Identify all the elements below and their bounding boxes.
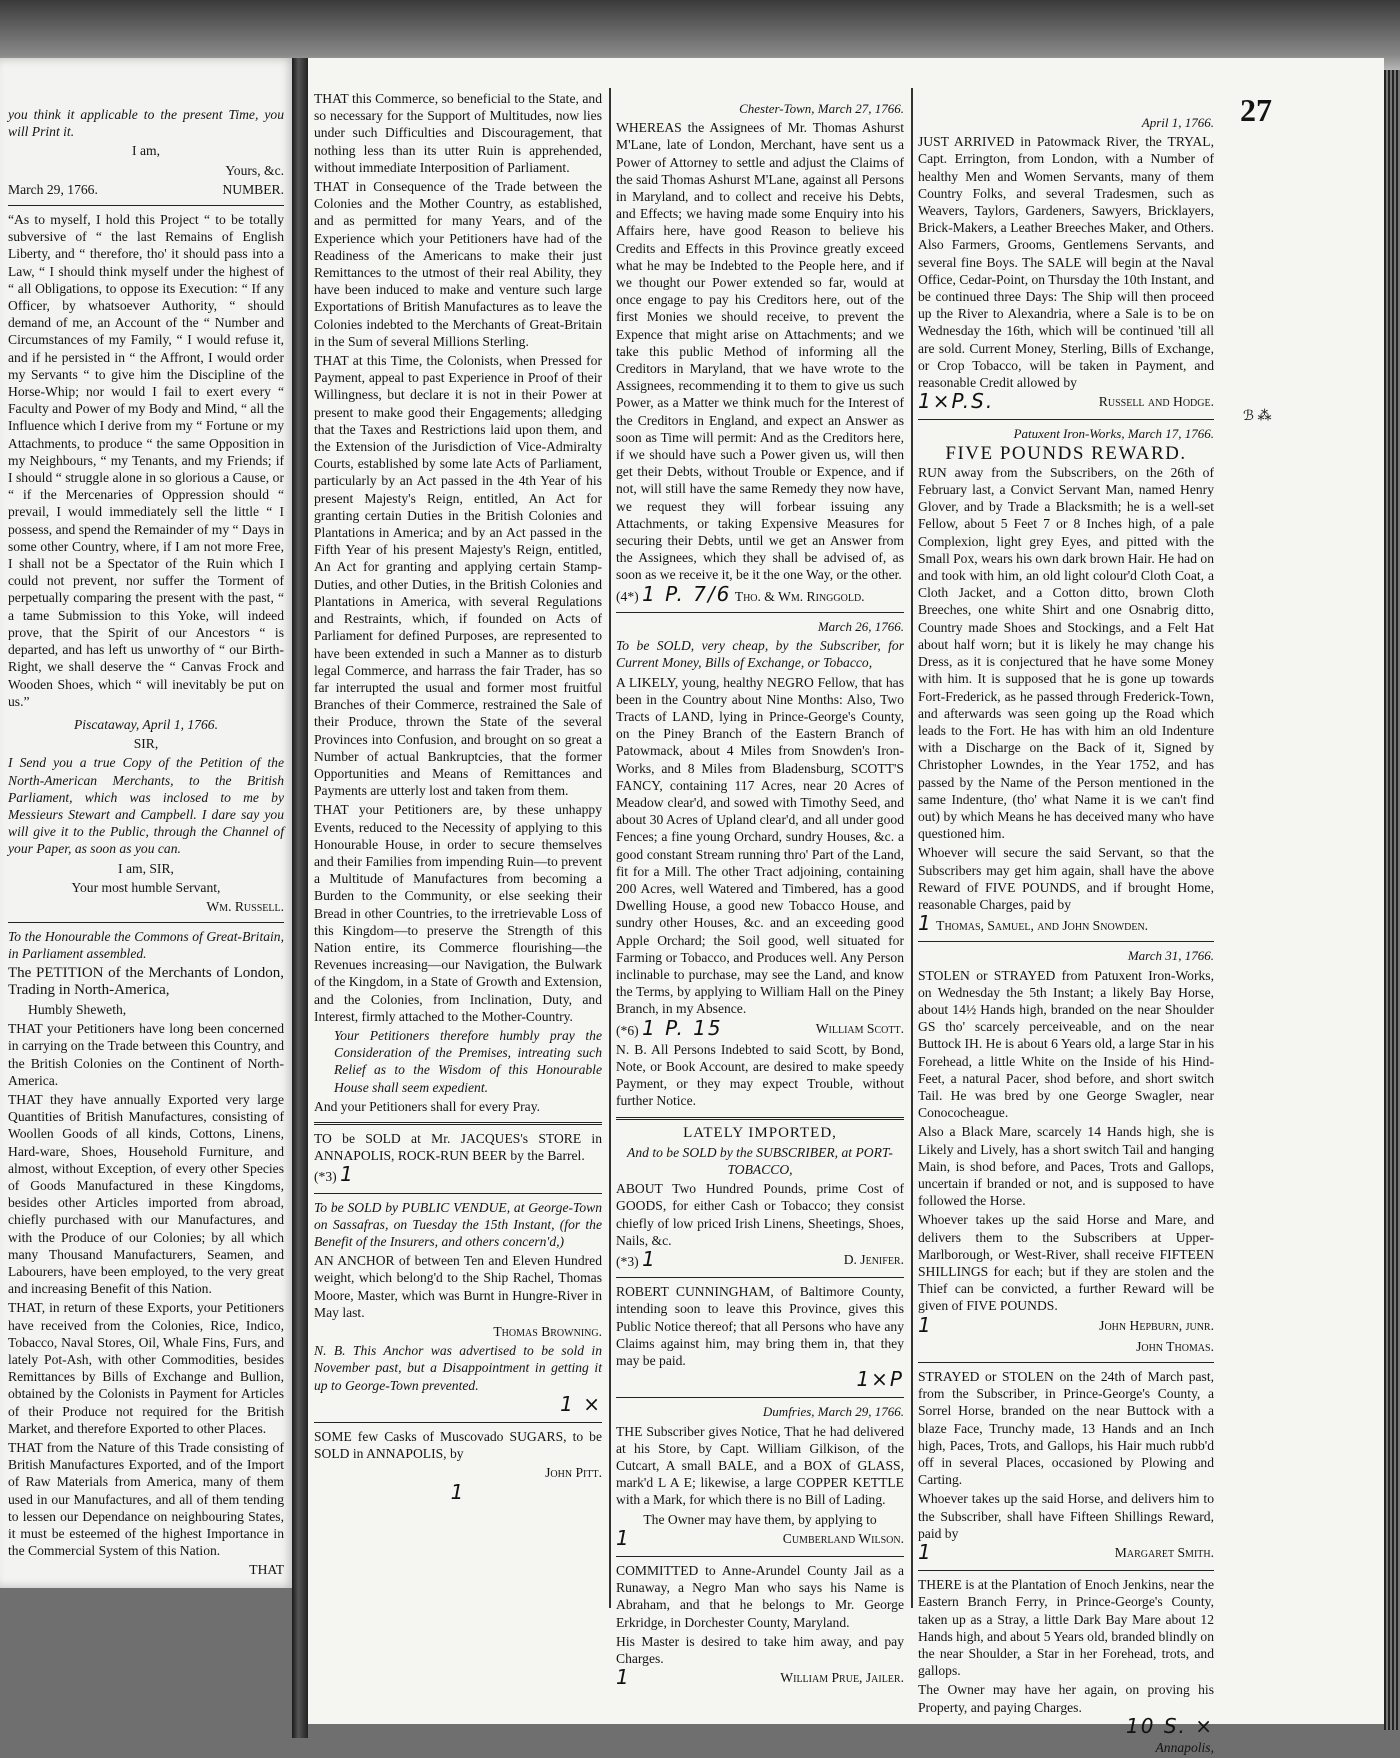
col1-address: To the Honourable the Commons of Great-Britain, in Parliament assembled. <box>8 929 284 962</box>
col4-ad2-signature-row <box>918 911 1214 936</box>
col4-ad5-mark-row <box>918 1713 1214 1738</box>
handwritten-mark: 1 × <box>560 1391 602 1416</box>
col2-ad3-mark-row <box>314 1479 602 1504</box>
col4-ad2-2: Whoever will secure the said Servant, so that the Subscribers may get him again, shall have the above Reward of FIVE POUNDS, and if brought Home, reasonable Charges, paid by <box>918 845 1214 912</box>
handwritten-mark: 1 <box>450 1479 466 1504</box>
col1-letter: I Send you a true Copy of the Petition of the North-American Merchants, to the British Parliament, which was inclosed to me by Messieurs Stewart and Campbell. I dare say you will give it to the Public, through the Channel of your Paper, as soon as you can. <box>8 755 284 857</box>
col1-p1: THAT your Petitioners have long been concerned in carrying on the Trade between this Country, and the British Colonies on the Continent of North-America. <box>8 1021 284 1088</box>
column-rule <box>609 88 611 1608</box>
col1-place-date: Piscataway, April 1, 1766. <box>74 716 218 732</box>
handwritten-mark: 1 P. 7/6 <box>642 581 732 606</box>
rule <box>616 1556 904 1557</box>
col3-ad1-signature: Tho. & Wm. Ringgold. <box>734 588 865 604</box>
col3-ad1-mark: (4*) <box>616 588 639 604</box>
col1-closing2: Yours, &c. <box>225 162 284 178</box>
book-gutter <box>292 58 308 1738</box>
rule <box>918 941 1214 942</box>
rule <box>8 205 284 206</box>
rule <box>314 1422 602 1423</box>
col2-p1: THAT this Commerce, so beneficial to the State, and so necessary for the Support of Multitudes, now lies under such Difficulties and Discouragement, that nothing less than its utter Ruin is apprehended, without immediate Interposition of Parliament. <box>314 91 602 175</box>
rule <box>616 1277 904 1278</box>
col3-ad6-signature-row <box>616 1665 904 1690</box>
col1-letter-close1: I am, SIR, <box>118 860 174 876</box>
rule <box>314 1193 602 1194</box>
col2-ad3: SOME few Casks of Muscovado SUGARS, to be SOLD in ANNAPOLIS, by <box>314 1429 602 1462</box>
rule <box>918 1570 1214 1571</box>
col4-ad1-signature: Russell and Hodge. <box>1098 394 1214 410</box>
rule <box>616 1117 904 1120</box>
col1-date: March 29, 1766. <box>8 181 98 197</box>
col3-ad3-signature: D. Jenifer. <box>843 1252 904 1267</box>
rule <box>616 1397 904 1398</box>
col4-ad2-signature: Thomas, Samuel, and John Snowden. <box>936 918 1149 934</box>
handwritten-mark: 1 P. 15 <box>642 1015 723 1040</box>
col3-date3: Dumfries, March 29, 1766. <box>762 1404 904 1420</box>
col3-ad2-signature-row <box>616 1015 904 1040</box>
col4-ad1: JUST ARRIVED in Patowmack River, the TRYAL, Capt. Errington, from London, with a Number of healthy Men and Women Servants, many of them Country Folks, and several Tradesmen, such as Weavers, Taylors, Gardeners, Sawyers, Bricklayers, Brick-Makers, a Leather Breeches Maker, and Others. Also Farmers, Grooms, Gentlemens Servants, and several fine Boys. The SALE will begin at the Naval Office, Cedar-Point, on Thursday the 10th Instant, and be continued three Days: The Ship will then proceed up the River to Alexandria, where a Sale is to be on Wednesday the 16th, which will be continued 'till all are sold. Current Money, Sterling, Bills of Exchange, or Crop Tobacco, will be taken in Payment, and reasonable Credit allowed by <box>918 134 1214 391</box>
handwritten-mark: 1 <box>616 1665 631 1690</box>
ink-mark: ℬ ⁂ <box>1243 409 1272 424</box>
col2-ad2-nb: N. B. This Anchor was advertised to be sold in November past, but a Disappointment in getting it up to George-Town prevented. <box>314 1343 602 1393</box>
col2-ad1: TO be SOLD at Mr. JACQUES's STORE in ANNAPOLIS, ROCK-RUN BEER by the Barrel. <box>314 1130 602 1164</box>
col4-ad3-2: Also a Black Mare, scarcely 14 Hands high, she is Likely and Lively, has a short switch Tail and hanging Main, is shod before, and Paces, Trots and Gallops, uncertain if branded or not, and is supposed to have followed the Horse. <box>918 1124 1214 1209</box>
col3-ad5-2: The Owner may have them, by applying to <box>643 1511 877 1527</box>
col3-ad1-signature-row <box>616 581 904 606</box>
col2-ad2-head: To be SOLD by PUBLIC VENDUE, at George-Town on Sassafras, on Tuesday the 15th Instant, (for the Benefit of the Insurers, and others concern'd,) <box>314 1199 602 1249</box>
col3-ad2-head: To be SOLD, very cheap, by the Subscriber, for Current Money, Bills of Exchange, or Tobacco, <box>616 638 904 671</box>
col3-ad6-2: His Master is desired to take him away, and pay Charges. <box>616 1633 904 1667</box>
col3-ad3-sub: And to be SOLD by the SUBSCRIBER, at PORT-TOBACCO, <box>627 1144 893 1177</box>
handwritten-mark: 1×P <box>856 1367 904 1392</box>
col1-dateline <box>8 181 284 198</box>
col1-letter-close2: Your most humble Servant, <box>71 879 221 895</box>
col3-ad1: WHEREAS the Assignees of Mr. Thomas Ashurst M'Lane, late of London, Merchant, have sent us a Power of Attorney to settle and adjust the Claims of the said Thomas Ashurst M'Lane, against all Persons in Maryland, and to collect and receive his Debts, and Effects; we having made some Enquiry into his Affairs here, have good Reason to believe his Credits and Effects in this Province greatly exceed what he may be Indebted to the People here, and if we thought our Power extended so far, would at once engage to pay his Creditors here, out of the first Monies we should receive, to prevent the Expence that might arise on Attachments; and we take this public Method of informing all the Creditors in Maryland, that we have wrote to the Assignees, recommending it to them to give us such Power, as a Matter we think much for the Interest of the Creditors in England, and expect an Answer as soon as Time will permit: And as the Creditors here, if we should have such a Power given us, will then get their Debts, without Trouble or Expence, and if not, will still have the same Remedy they now have, we request they will forbear issuing any Attachments, or taking Expensive Measures for securing their Debts, until we get an Answer from the Assignees, which they shall be advised of, as soon as we receive it, be it the one Way, or the other. <box>616 120 904 583</box>
col4-ad4: STRAYED or STOLEN on the 24th of March past, from the Subscriber, in Prince-George's County, a Sorrel Horse, branded on the near Buttock with a blaze Face, Trunchy made, 13 Hands and an Inch high, Paces, Trots, and Gallops, his Hair much rubb'd off in several Places, occasioned by Plowing and Carting. <box>918 1369 1214 1488</box>
page-edge <box>1384 70 1400 1730</box>
col3-ad2: A LIKELY, young, healthy NEGRO Fellow, that has been in the Country about Nine Months: Also, Two Tracts of LAND, lying in Prince-George's County, on the Piney Branch of the Eastern Branch of Patowmack, about 4 Miles from Snowden's Iron-Works, and 8 Miles from Bladensburg, SCOTT'S FANCY, containing 117 Acres, near 20 Acres of Meadow clear'd, and sowed with Timothy Seed, and about 30 Acres of Upland clear'd, and all under good Fences; a fine young Orchard, sundry Houses, &c. a good constant Stream running thro' Part of the Land, fit for a Mill. The other Tract adjoining, containing 200 Acres, well Watered and Timbered, has a good Dwelling House, a good new Tobacco House, and sundry other Houses, &c. and an exceeding good Apple Orchard; the Soil good, well situated for Farming or Tobacco, and Produces well. Any Person inclinable to purchase, may see the Land, and know the Terms, by applying to William Hall on the Piney Branch, in my Absence. <box>616 674 904 1017</box>
col2-p2: THAT in Consequence of the Trade between the Colonies and the Mother Country, as established, and as permitted for many Years, and of the Experience which your Petitioners have had of the Readiness of the Americans to make their just Remittances to the utmost of their real Ability, they have been induced to make and venture such large Exportations of British Manufactures as to leave the Colonies indebted to the Merchants of Great-Britain in the Sum of several Millions Sterling. <box>314 179 602 349</box>
col4-ad3-3: Whoever takes up the said Horse and Mare, and delivers them to the Subscribers at Upper-Marlborough, or West-River, shall receive FIFTEEN SHILLINGS for each; but if they are stolen and the Thief can be convicted, a further Reward will be given of FIVE POUNDS. <box>918 1212 1214 1314</box>
col3-ad6: COMMITTED to Anne-Arundel County Jail as a Runaway, a Negro Man who says his Name is Abraham, and that he belongs to Mr. George Erkridge, in Dorchester County, Maryland. <box>616 1563 904 1630</box>
column-rule <box>911 88 913 1608</box>
column-4 <box>918 114 1214 1758</box>
col4-catchword: Annapolis, <box>1155 1740 1214 1756</box>
col4-date2: Patuxent Iron-Works, March 17, 1766. <box>1013 426 1214 442</box>
handwritten-mark: 1 <box>340 1162 355 1187</box>
col2-ad2-body: AN ANCHOR of between Ten and Eleven Hundred weight, which belong'd to the Ship Rachel, Thomas Moore, Master, which was Burnt in Hungre-River in May last. <box>314 1253 602 1320</box>
col2-ad3-signature: John Pitt. <box>545 1465 602 1481</box>
col4-ad4-signature-row <box>918 1540 1214 1565</box>
col4-ad4-2: Whoever takes up the said Horse, and delivers him to the Subscriber, shall have Fifteen Shillings Reward, paid by <box>918 1491 1214 1541</box>
col1-intro: you think it applicable to the present Time, you will Print it. <box>8 107 284 140</box>
col4-ad5: THERE is at the Plantation of Enoch Jenkins, near the Eastern Branch Ferry, in Prince-George's County, taken up as a Stray, a little Dark Bay Mare about 12 Hands high, and about 5 Years old, branded blindly on the near Shoulder, a Star in her Forehead, trots, and gallops. <box>918 1577 1215 1679</box>
col1-p3: THAT, in return of these Exports, your Petitioners have received from the Colonies, Rice, Indico, Tobacco, Naval Stores, Oil, Whale Fins, Furs, and lately Pot-Ash, with other Commodities, besides Remittances by Bills of Exchange and Bullion, obtained by the Colonists in Payment for Articles of their Produce not required for the British Market, and therefore Exported to other Places. <box>8 1300 284 1436</box>
col3-ad3-signature-row <box>616 1247 904 1271</box>
col1-salutation: SIR, <box>133 736 159 752</box>
rule <box>918 1362 1214 1363</box>
col2-ad1-mark-row <box>314 1162 602 1187</box>
col3-ad5-signature: Cumberland Wilson. <box>782 1530 904 1546</box>
col3-ad2-mark: (*6) <box>616 1022 639 1038</box>
col4-ad5-2: The Owner may have her again, on proving his Property, and paying Charges. <box>918 1682 1214 1715</box>
col2-p4: THAT your Petitioners are, by these unhappy Events, reduced to the Necessity of applying to this Honourable House, in order to secure themselves and their Families from impending Ruin—to prevent a Multitude of Manufactures from becoming a Burden to the Community, or else seeking their Bread in other Countries, to the irretrievable Loss of this Kingdom—to preserve the Strength of this Nation entire, its Commerce flourishing—the Revenues increasing—our Navigation, the Bulwark of the Kingdom, in a State of Growth and Extension, and the Colonies, from Inclination, Duty, and Interest, firmly attached to the Mother-Country. <box>314 802 602 1024</box>
col1-p4: THAT from the Nature of this Trade consisting of British Manufactures Exported, and of the Import of Raw Materials from America, many of them used in our Manufactures, and all of them tending to lessen our Dependance on neighbouring States, it must be esteemed of the highest Importance in the Commercial System of this Nation. <box>8 1440 284 1559</box>
column-3 <box>616 100 904 1690</box>
handwritten-mark: 1 <box>642 1247 657 1271</box>
col3-ad5: THE Subscriber gives Notice, That he had delivered at his Store, by Capt. William Gilkison, of the Cutcart, A small BALE, and a BOX of GLASS, mark'd L A E; likewise, a large COPPER KETTLE with a Mark, for which there is no Bill of Lading. <box>616 1423 904 1508</box>
col3-ad6-signature: William Prue, Jailer. <box>780 1670 904 1686</box>
rule <box>8 922 284 923</box>
col4-reward-head: FIVE POUNDS REWARD. <box>945 442 1187 464</box>
col3-ad5-signature-row <box>616 1525 904 1550</box>
handwritten-mark: 1×P.S. <box>918 389 995 414</box>
column-2 <box>314 90 602 1505</box>
col3-date2: March 26, 1766. <box>817 618 904 634</box>
handwritten-mark: 1 <box>918 911 933 936</box>
col2-p5: Your Petitioners therefore humbly pray the Consideration of the Premises, intreating such Relief as to the Wisdom of this Honourable House shall seem expedient. <box>334 1027 602 1095</box>
col4-ad2: RUN away from the Subscribers, on the 26th of February last, a Convict Servant Man, named Henry Glover, and by Trade a Blacksmith; he is a well-set Fellow, about 5 Feet 7 or 8 Inches high, of a pale Complexion, light grey Eyes, and pitted with the Small Pox, wears his own dark brown Hair. He had on and took with him, an old light colour'd Cloth Coat, a Cloth Jacket, and a Cotton ditto, brown Cloth Breeches, one white Shirt and one Osnabrig ditto, Country made Shoes and Stockings, and a Felt Hat about half worn; but it is likely he may change his Dress, as it is conjectured that he have some Money with him. It is supposed that he is gone up towards Fort-Frederick, as he passed through Frederick-Town, and afterwards was seen going up the Road which leads to the Fort. He has with him an old Indenture with a Discharge on the Back of it, Signed by Christopher Lowndes, in the Year 1752, and has passed by the Name of the Person mentioned in the same Indenture, (tho' what Name it is we can't find out) by which Means he has deceived many who have questioned him. <box>918 464 1214 842</box>
col1-catchword: THAT <box>249 1562 284 1578</box>
col2-ad2-mark-row <box>314 1391 602 1416</box>
col4-ad1-signature-row <box>918 389 1214 414</box>
col3-ad3: ABOUT Two Hundred Pounds, prime Cost of GOODS, for either Cash or Tobacco; they consist chiefly of low priced Irish Linens, Sheetings, Shoes, Nails, &c. <box>616 1181 904 1248</box>
col4-date1: April 1, 1766. <box>1141 115 1214 130</box>
col1-body: “As to myself, I hold this Project “ to be totally subversive of “ the last Remains of English Liberty, and “ therefore, tho' it should pass into a Law, “ I should think myself under the highest of “ all Obligations, to oppose its Execution: “ If any Officer, by whatsoever Authority, “ should demand of me, an Account of the “ Number and Circumstances of my Family, “ I would refuse it, and if he persisted in “ the Affront, I would order my Servants “ to give him the Discipline of the Horse-Whip; nor would I fail to exert every “ Faculty and Power of my Body and Mind, “ all the Influence which I derive from my “ Fortune or my Attachments, to produce “ the same Opposition in my Neighbours, “ my Tenants, and my Friends; if I should “ struggle alone in so glorious a Cause, or “ if the Mercenaries of Oppression should “ prevail, I would immediately sell the little “ I possess, and spend the Remainder of my “ Days in some other Country, where, if I am not more Free, I shall not be a Spectator of the Ruin which I could not prevent, nor suffer the Torment of perpetually comparing the present with the past, “ a tame Submission to this Yoke, will indeed prove, that the Spirit of our Ancestors “ is departed, and has left us unworthy of “ our Birth-Right, we shall deserve the “ Canvas Frock and Wooden Shoes, which “ will inevitably be put on us.” <box>8 212 284 709</box>
col3-ad2-nb: N. B. All Persons Indebted to said Scott, by Bond, Note, or Book Account, are desired to make speedy Payment, or they may expect Trouble, without further Notice. <box>616 1041 904 1109</box>
col2-p6: And your Petitioners shall for every Pray. <box>314 1098 541 1114</box>
handwritten-mark: 1 <box>918 1312 933 1337</box>
col4-date3: March 31, 1766. <box>1127 948 1214 964</box>
col1-closing: I am, <box>132 143 160 159</box>
col1-author: NUMBER. <box>222 181 284 197</box>
rule <box>616 612 904 613</box>
col2-p3: THAT at this Time, the Colonists, when Pressed for Payment, appeal to past Experience in Proof of their Willingness, but declare it is not in their Power at present to make good their Engagements; alledging that the Taxes and Restrictions laid upon them, and the Extension of the Jurisdiction of Vice-Admiralty Courts, established by some late Acts of Parliament, particularly by an Act passed in the 4th Year of his present Majesty's Reign, entitled, An Act for granting certain Duties in the British Colonies and Plantations in America; and by an Act passed in the Fifth Year of his present Majesty's Reign, entitled, An Act for granting and applying certain Stamp-Duties, and other Duties, in the British Colonies and Plantations in America, with several Regulations and Restraints, which, if founded on Acts of Parliament for defined Purposes, are represented to have been extended in such a Manner as to disturb legal Commerce, and harrass the fair Trader, has so far interrupted the usual and former most fruitful Branches of their Commerce, restrained the Sale of their Produce, thrown the State of the several Provinces into Confusion, and brought on so great a Number of actual Bankruptcies, that the former Opportunities and Means of Remittances and Payments are utterly lost and taken from them. <box>314 353 602 799</box>
col2-ad1-mark: (*3) <box>314 1169 337 1185</box>
handwritten-mark: 10 S. × <box>1126 1713 1214 1738</box>
col4-ad3: STOLEN or STRAYED from Patuxent Iron-Works, on Wednesday the 5th Instant; a likely Bay Horse, about 14½ Hands high, branded on the near Shoulder GS tho' scarcely perceiveable, and on the near Buttock IH. He is about 6 Years old, a large Star in his Forehead, a little White on the Inside of his Hind-Feet, a natural Pacer, shod before, and short switch Tail. He was bred by one George Swagler, near Conococheague. <box>918 967 1214 1121</box>
col3-ad4-mark-row <box>616 1367 904 1392</box>
col4-ad4-signature: Margaret Smith. <box>1114 1545 1214 1561</box>
rule <box>314 1122 602 1125</box>
col3-date1: Chester-Town, March 27, 1766. <box>739 101 904 116</box>
page-number: 27 <box>1240 92 1272 128</box>
col4-ad3-signature-row <box>918 1312 1214 1337</box>
column-1 <box>8 106 284 1581</box>
col4-ad3-signature1: John Hepburn, junr. <box>1099 1317 1214 1333</box>
handwritten-mark: 1 <box>918 1540 933 1565</box>
handwritten-mark: 1 <box>616 1525 631 1550</box>
col4-ad3-signature2: John Thomas. <box>1136 1338 1214 1354</box>
col1-letter-signature: Wm. Russell. <box>206 898 284 914</box>
col3-ad3-mark: (*3) <box>616 1254 639 1269</box>
col3-ad2-signature: William Scott. <box>815 1020 904 1036</box>
col1-p2: THAT they have annually Exported very large Quantities of British Manufactures, consisting of Woollen Goods of all kinds, Cottons, Linens, Hard-ware, Shoes, Household Furniture, and almost, without Exception, of every other Species of Goods Manufactured in these Kingdoms, besides other Articles imported from abroad, chiefly purchased with our Manufactures, and with the Produce of our Colonies; by all which many Thousand Manufacturers, Seamen, and Labourers, have been employed, to the very great and increasing Benefit of this Nation. <box>8 1091 284 1297</box>
col3-ad3-head: LATELY IMPORTED, <box>683 1124 837 1141</box>
col1-humbly: Humbly Sheweth, <box>28 1001 127 1017</box>
col1-petition-title: The PETITION of the Merchants of London, Trading in North-America, <box>8 964 284 998</box>
col2-ad2-signature: Thomas Browning. <box>493 1324 602 1340</box>
rule <box>918 419 1214 420</box>
col3-ad4: ROBERT CUNNINGHAM, of Baltimore County, intending soon to leave this Province, gives this Public Notice thereof; that all Persons who have any Claims against him, may bring them in, that they may be paid. <box>616 1284 904 1369</box>
